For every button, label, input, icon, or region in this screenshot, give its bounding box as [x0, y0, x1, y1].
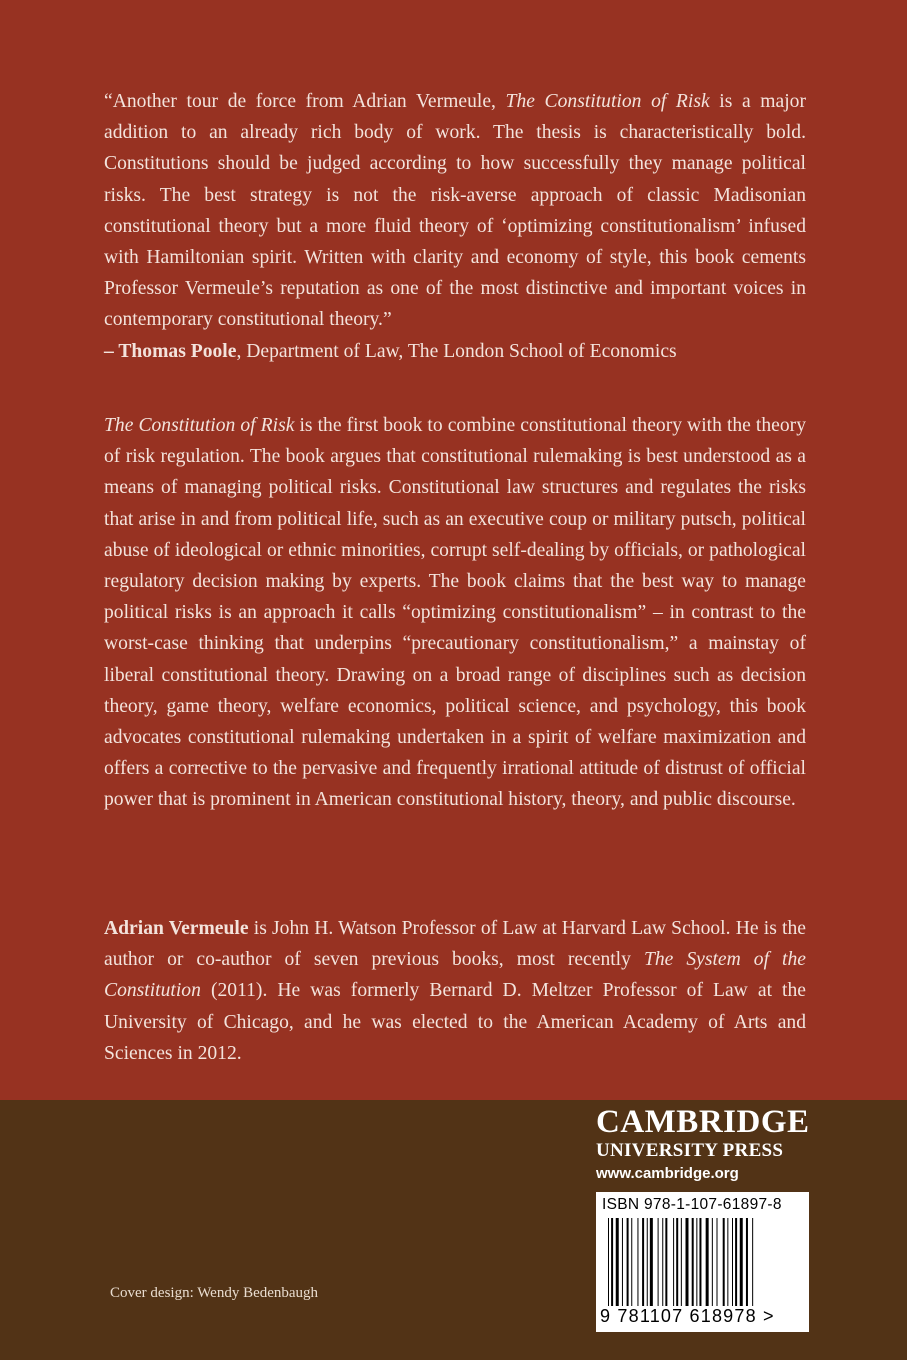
- quote-book-title: The Constitution of Risk: [505, 91, 710, 112]
- barcode-bar: [616, 1218, 619, 1306]
- barcode-bar: [662, 1218, 663, 1306]
- barcode-bar: [611, 1218, 613, 1306]
- author-bio: [104, 913, 806, 1069]
- quote-body: is a major addition to an already rich body of work. The thesis is characteristically bold. Constitutions should be judged according to how successfully they manage political risks. The best strategy is not the risk-averse approach of classic Madisonian constitutional theory but a more fluid theory of ‘optimizing constitutionalism’ infused with Hamiltonian spirit. Written with clarity and economy of style, this book cements Professor Vermeule’s reputation as one of the most distinctive and important voices in contemporary constitutional theory.”: [104, 91, 806, 331]
- barcode-bar: [647, 1218, 648, 1306]
- cover-design-credit: Cover design: Wendy Bedenbaugh: [110, 1285, 319, 1301]
- barcode-bar: [658, 1218, 659, 1306]
- isbn-label: ISBN 978-1-107-61897-8: [602, 1196, 782, 1213]
- barcode-bar: [727, 1218, 728, 1306]
- barcode-bar: [650, 1218, 653, 1306]
- barcode-bar: [717, 1218, 718, 1306]
- barcode-bar: [712, 1218, 713, 1306]
- book-description: [104, 410, 806, 816]
- barcode-bar: [752, 1218, 753, 1306]
- bio-text: [104, 913, 806, 1069]
- barcode-bar: [735, 1218, 737, 1306]
- publisher-url: www.cambridge.org: [596, 1165, 739, 1182]
- barcode-bar: [665, 1218, 667, 1306]
- barcode-bar: [676, 1218, 678, 1306]
- barcode-bar: [746, 1218, 748, 1306]
- barcode-bar: [642, 1218, 644, 1306]
- barcode-bar: [673, 1218, 674, 1306]
- quote-text: [104, 86, 806, 336]
- publisher-logo: [596, 1104, 826, 1184]
- quote-attribution: [104, 336, 806, 367]
- barcode-digits: 9 781107 618978 >: [600, 1306, 775, 1326]
- bio-body-2: (2011). He was formerly Bernard D. Meltzer Professor of Law at the University of Chicago, and he was elected to the American Academy of Arts and Sciences in 2012.: [104, 980, 806, 1064]
- barcode-bar: [723, 1218, 725, 1306]
- barcode-bar: [681, 1218, 682, 1306]
- description-text: [104, 410, 806, 816]
- barcode-bars: [608, 1218, 798, 1306]
- barcode-bar: [696, 1218, 697, 1306]
- bio-book-title: The System of the Constitution: [104, 949, 806, 1002]
- barcode-bar: [692, 1218, 694, 1306]
- quote-affiliation: , Department of Law, The London School of Economics: [236, 340, 677, 362]
- bio-author-name: Adrian Vermeule: [104, 918, 249, 939]
- endorsement-quote: [104, 86, 806, 367]
- barcode-panel: [596, 1192, 809, 1332]
- barcode-bar: [627, 1218, 629, 1306]
- barcode-bar: [637, 1218, 638, 1306]
- publisher-subtitle: UNIVERSITY PRESS: [596, 1140, 784, 1161]
- barcode-bar: [706, 1218, 709, 1306]
- barcode-bar: [622, 1218, 623, 1306]
- barcode-bar: [631, 1218, 632, 1306]
- barcode-bar: [732, 1218, 733, 1306]
- bio-body-1: is John H. Watson Professor of Law at Harvard Law School. He is the author or co-author of seven previous books, most recently: [104, 918, 806, 971]
- quote-open: “Another tour de force from Adrian Vermeule,: [104, 91, 506, 112]
- barcode-bar: [699, 1218, 701, 1306]
- barcode-bar: [608, 1218, 609, 1306]
- quote-author: – Thomas Poole: [104, 340, 237, 362]
- description-book-title: The Constitution of Risk: [104, 415, 295, 436]
- barcode-bar: [686, 1218, 689, 1306]
- publisher-name: CAMBRIDGE: [596, 1104, 810, 1140]
- barcode-bar: [740, 1218, 743, 1306]
- description-body: is the first book to combine constitutional theory with the theory of risk regulation. The book argues that constitutional rulemaking is best understood as a means of managing political risks. Constitutional law structures and regulates the risks that arise in and from political life, such as an executive coup or military putsch, political abuse of ideological or ethnic minorities, corrupt self-dealing by officials, or pathological regulatory decision making by experts. The book claims that the best way to manage political risks is an approach it calls “optimizing constitutionalism” – in contrast to the worst-case thinking that underpins “precautionary constitutionalism,” a mainstay of liberal constitutional theory. Drawing on a broad range of disciplines such as decision theory, game theory, welfare economics, political science, and psychology, this book advocates constitutional rulemaking undertaken in a spirit of welfare maximization and offers a corrective to the pervasive and frequently irrational attitude of distrust of official power that is prominent in American constitutional history, theory, and public discourse.: [104, 415, 806, 811]
